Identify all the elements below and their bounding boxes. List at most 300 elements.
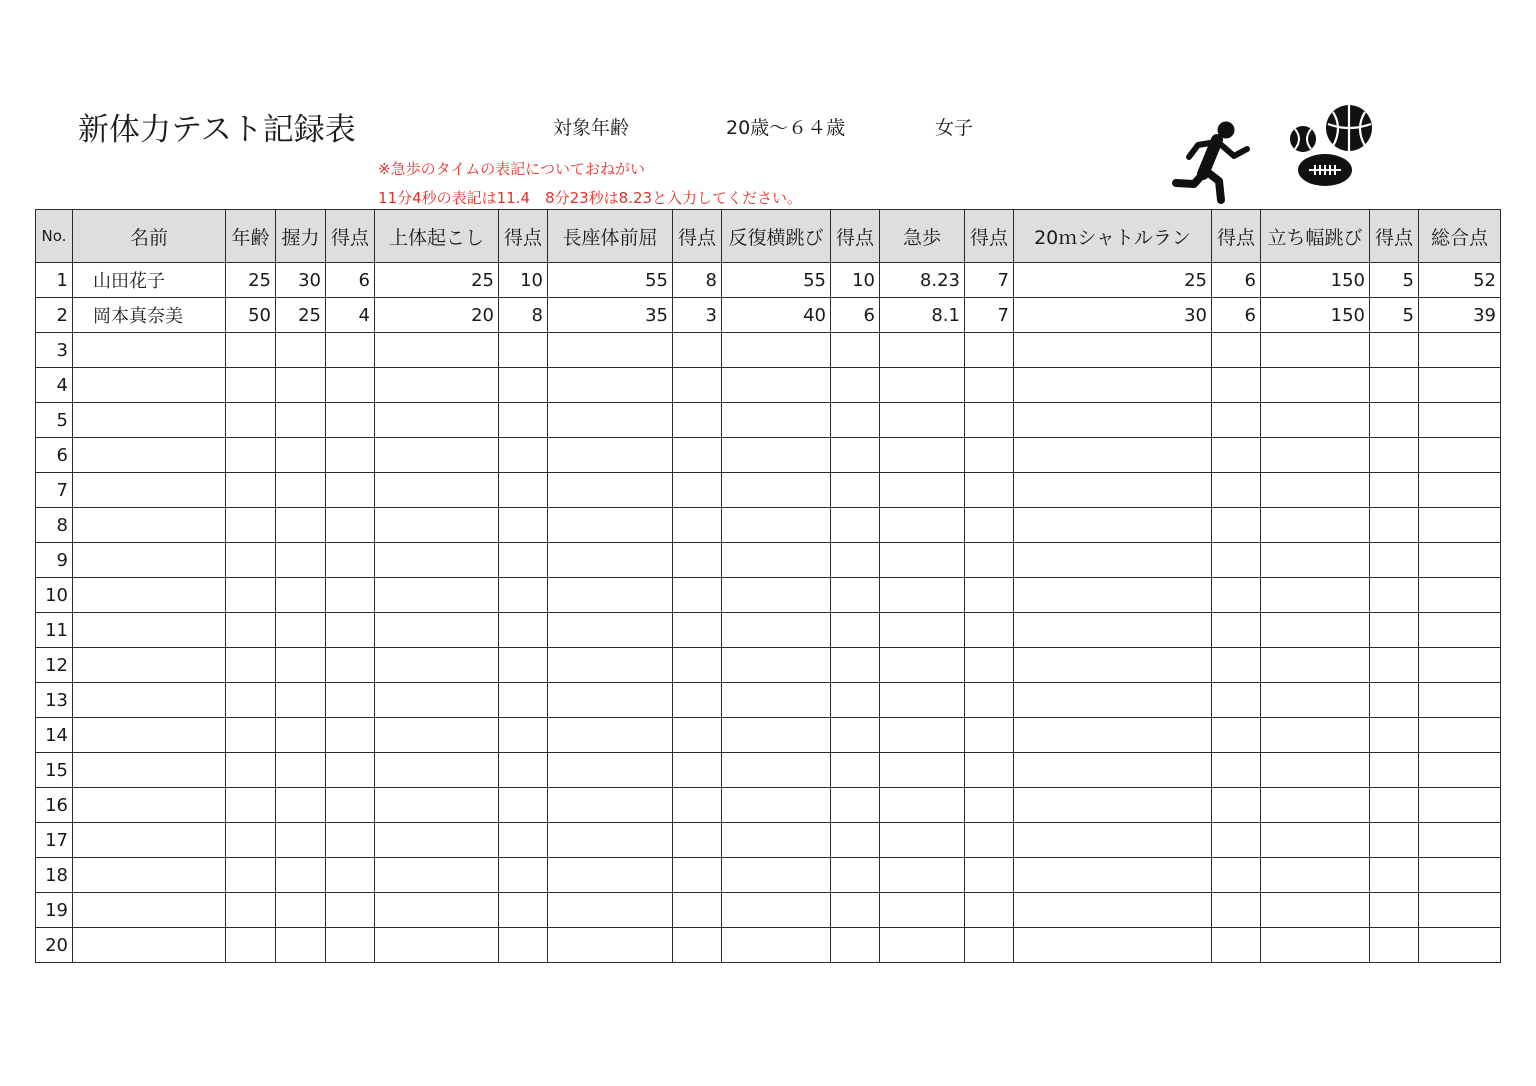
- situps-score-cell[interactable]: [499, 648, 548, 683]
- total-score-cell[interactable]: [1419, 928, 1501, 963]
- name-cell[interactable]: [73, 928, 226, 963]
- situps-cell[interactable]: [375, 438, 499, 473]
- name-cell[interactable]: 山田花子: [73, 263, 226, 298]
- side-steps-score-cell[interactable]: [831, 403, 880, 438]
- fast-walk-score-cell[interactable]: [965, 683, 1014, 718]
- situps-score-cell[interactable]: [499, 403, 548, 438]
- age-cell[interactable]: [226, 333, 276, 368]
- sit-and-reach-score-cell[interactable]: [673, 368, 722, 403]
- standing-jump-score-cell[interactable]: [1370, 438, 1419, 473]
- sit-and-reach-cell[interactable]: [548, 718, 673, 753]
- shuttle-run-score-cell[interactable]: [1212, 648, 1261, 683]
- side-steps-cell[interactable]: [722, 648, 831, 683]
- total-score-cell[interactable]: [1419, 823, 1501, 858]
- grip-score-cell[interactable]: [326, 438, 375, 473]
- standing-jump-score-cell[interactable]: [1370, 788, 1419, 823]
- shuttle-run-cell[interactable]: [1014, 648, 1212, 683]
- shuttle-run-cell[interactable]: [1014, 893, 1212, 928]
- age-cell[interactable]: [226, 438, 276, 473]
- name-cell[interactable]: [73, 683, 226, 718]
- standing-jump-cell[interactable]: [1261, 928, 1370, 963]
- total-score-cell[interactable]: [1419, 578, 1501, 613]
- age-cell[interactable]: [226, 893, 276, 928]
- standing-jump-score-cell[interactable]: [1370, 753, 1419, 788]
- standing-jump-cell[interactable]: [1261, 403, 1370, 438]
- side-steps-cell[interactable]: [722, 508, 831, 543]
- standing-jump-cell[interactable]: [1261, 788, 1370, 823]
- total-score-cell[interactable]: [1419, 753, 1501, 788]
- side-steps-cell[interactable]: [722, 473, 831, 508]
- standing-jump-cell[interactable]: [1261, 823, 1370, 858]
- standing-jump-score-cell[interactable]: [1370, 648, 1419, 683]
- side-steps-score-cell[interactable]: [831, 368, 880, 403]
- age-cell[interactable]: [226, 823, 276, 858]
- situps-score-cell[interactable]: [499, 928, 548, 963]
- side-steps-score-cell[interactable]: [831, 473, 880, 508]
- total-score-cell[interactable]: [1419, 438, 1501, 473]
- name-cell[interactable]: [73, 333, 226, 368]
- standing-jump-cell[interactable]: [1261, 893, 1370, 928]
- fast-walk-score-cell[interactable]: [965, 543, 1014, 578]
- situps-cell[interactable]: 20: [375, 298, 499, 333]
- shuttle-run-cell[interactable]: [1014, 578, 1212, 613]
- shuttle-run-score-cell[interactable]: [1212, 753, 1261, 788]
- sit-and-reach-cell[interactable]: [548, 613, 673, 648]
- name-cell[interactable]: [73, 893, 226, 928]
- side-steps-score-cell[interactable]: [831, 578, 880, 613]
- side-steps-cell[interactable]: [722, 578, 831, 613]
- standing-jump-score-cell[interactable]: [1370, 613, 1419, 648]
- fast-walk-score-cell[interactable]: [965, 333, 1014, 368]
- standing-jump-score-cell[interactable]: [1370, 858, 1419, 893]
- sit-and-reach-score-cell[interactable]: [673, 438, 722, 473]
- grip-score-cell[interactable]: [326, 613, 375, 648]
- side-steps-cell[interactable]: [722, 788, 831, 823]
- age-cell[interactable]: [226, 928, 276, 963]
- grip-cell[interactable]: [276, 718, 326, 753]
- grip-cell[interactable]: [276, 893, 326, 928]
- shuttle-run-score-cell[interactable]: 6: [1212, 263, 1261, 298]
- fast-walk-score-cell[interactable]: [965, 403, 1014, 438]
- side-steps-cell[interactable]: [722, 683, 831, 718]
- standing-jump-score-cell[interactable]: [1370, 368, 1419, 403]
- side-steps-cell[interactable]: [722, 823, 831, 858]
- name-cell[interactable]: [73, 858, 226, 893]
- name-cell[interactable]: [73, 788, 226, 823]
- shuttle-run-cell[interactable]: 25: [1014, 263, 1212, 298]
- side-steps-score-cell[interactable]: [831, 753, 880, 788]
- sit-and-reach-score-cell[interactable]: [673, 718, 722, 753]
- age-cell[interactable]: 50: [226, 298, 276, 333]
- sit-and-reach-score-cell[interactable]: [673, 613, 722, 648]
- situps-cell[interactable]: [375, 543, 499, 578]
- standing-jump-score-cell[interactable]: [1370, 473, 1419, 508]
- name-cell[interactable]: [73, 578, 226, 613]
- fast-walk-score-cell[interactable]: [965, 718, 1014, 753]
- age-cell[interactable]: [226, 858, 276, 893]
- side-steps-cell[interactable]: 55: [722, 263, 831, 298]
- sit-and-reach-cell[interactable]: [548, 333, 673, 368]
- fast-walk-score-cell[interactable]: [965, 508, 1014, 543]
- name-cell[interactable]: [73, 613, 226, 648]
- shuttle-run-cell[interactable]: [1014, 858, 1212, 893]
- grip-score-cell[interactable]: [326, 753, 375, 788]
- standing-jump-cell[interactable]: [1261, 753, 1370, 788]
- standing-jump-score-cell[interactable]: [1370, 403, 1419, 438]
- total-score-cell[interactable]: [1419, 893, 1501, 928]
- age-cell[interactable]: [226, 648, 276, 683]
- standing-jump-cell[interactable]: [1261, 473, 1370, 508]
- sit-and-reach-score-cell[interactable]: [673, 753, 722, 788]
- grip-cell[interactable]: [276, 683, 326, 718]
- standing-jump-cell[interactable]: [1261, 543, 1370, 578]
- shuttle-run-cell[interactable]: [1014, 403, 1212, 438]
- shuttle-run-score-cell[interactable]: [1212, 823, 1261, 858]
- standing-jump-score-cell[interactable]: [1370, 333, 1419, 368]
- fast-walk-score-cell[interactable]: 7: [965, 298, 1014, 333]
- age-cell[interactable]: [226, 403, 276, 438]
- shuttle-run-cell[interactable]: [1014, 823, 1212, 858]
- sit-and-reach-score-cell[interactable]: [673, 683, 722, 718]
- situps-cell[interactable]: [375, 368, 499, 403]
- shuttle-run-cell[interactable]: [1014, 718, 1212, 753]
- sit-and-reach-cell[interactable]: [548, 473, 673, 508]
- shuttle-run-score-cell[interactable]: [1212, 473, 1261, 508]
- side-steps-cell[interactable]: [722, 403, 831, 438]
- side-steps-score-cell[interactable]: [831, 683, 880, 718]
- sit-and-reach-score-cell[interactable]: [673, 473, 722, 508]
- side-steps-score-cell[interactable]: [831, 788, 880, 823]
- fast-walk-cell[interactable]: [880, 718, 965, 753]
- grip-cell[interactable]: 25: [276, 298, 326, 333]
- situps-cell[interactable]: [375, 683, 499, 718]
- fast-walk-score-cell[interactable]: [965, 753, 1014, 788]
- shuttle-run-score-cell[interactable]: [1212, 438, 1261, 473]
- shuttle-run-cell[interactable]: [1014, 438, 1212, 473]
- grip-cell[interactable]: [276, 473, 326, 508]
- side-steps-cell[interactable]: [722, 893, 831, 928]
- standing-jump-cell[interactable]: [1261, 648, 1370, 683]
- fast-walk-score-cell[interactable]: 7: [965, 263, 1014, 298]
- name-cell[interactable]: 岡本真奈美: [73, 298, 226, 333]
- standing-jump-cell[interactable]: [1261, 333, 1370, 368]
- situps-cell[interactable]: [375, 858, 499, 893]
- fast-walk-cell[interactable]: [880, 508, 965, 543]
- total-score-cell[interactable]: [1419, 403, 1501, 438]
- sit-and-reach-cell[interactable]: [548, 928, 673, 963]
- grip-score-cell[interactable]: [326, 928, 375, 963]
- standing-jump-score-cell[interactable]: [1370, 718, 1419, 753]
- situps-score-cell[interactable]: [499, 823, 548, 858]
- standing-jump-cell[interactable]: [1261, 858, 1370, 893]
- fast-walk-cell[interactable]: [880, 788, 965, 823]
- standing-jump-cell[interactable]: [1261, 718, 1370, 753]
- sit-and-reach-cell[interactable]: [548, 578, 673, 613]
- situps-cell[interactable]: [375, 508, 499, 543]
- name-cell[interactable]: [73, 473, 226, 508]
- side-steps-cell[interactable]: [722, 858, 831, 893]
- grip-cell[interactable]: [276, 788, 326, 823]
- shuttle-run-score-cell[interactable]: [1212, 543, 1261, 578]
- standing-jump-score-cell[interactable]: 5: [1370, 298, 1419, 333]
- fast-walk-score-cell[interactable]: [965, 578, 1014, 613]
- side-steps-score-cell[interactable]: [831, 928, 880, 963]
- total-score-cell[interactable]: [1419, 648, 1501, 683]
- total-score-cell[interactable]: [1419, 333, 1501, 368]
- standing-jump-cell[interactable]: [1261, 613, 1370, 648]
- sit-and-reach-cell[interactable]: 35: [548, 298, 673, 333]
- standing-jump-cell[interactable]: [1261, 683, 1370, 718]
- sit-and-reach-score-cell[interactable]: [673, 928, 722, 963]
- shuttle-run-cell[interactable]: [1014, 543, 1212, 578]
- shuttle-run-score-cell[interactable]: [1212, 683, 1261, 718]
- sit-and-reach-score-cell[interactable]: [673, 403, 722, 438]
- age-cell[interactable]: [226, 508, 276, 543]
- side-steps-cell[interactable]: [722, 613, 831, 648]
- side-steps-cell[interactable]: 40: [722, 298, 831, 333]
- age-cell[interactable]: [226, 473, 276, 508]
- sit-and-reach-score-cell[interactable]: [673, 893, 722, 928]
- situps-cell[interactable]: [375, 648, 499, 683]
- situps-score-cell[interactable]: [499, 473, 548, 508]
- grip-cell[interactable]: [276, 753, 326, 788]
- fast-walk-score-cell[interactable]: [965, 648, 1014, 683]
- situps-score-cell[interactable]: [499, 543, 548, 578]
- situps-cell[interactable]: [375, 613, 499, 648]
- grip-score-cell[interactable]: [326, 858, 375, 893]
- shuttle-run-cell[interactable]: [1014, 683, 1212, 718]
- fast-walk-score-cell[interactable]: [965, 438, 1014, 473]
- sit-and-reach-cell[interactable]: [548, 543, 673, 578]
- shuttle-run-score-cell[interactable]: [1212, 858, 1261, 893]
- grip-score-cell[interactable]: [326, 893, 375, 928]
- standing-jump-score-cell[interactable]: 5: [1370, 263, 1419, 298]
- total-score-cell[interactable]: [1419, 788, 1501, 823]
- name-cell[interactable]: [73, 648, 226, 683]
- standing-jump-cell[interactable]: [1261, 438, 1370, 473]
- standing-jump-cell[interactable]: [1261, 508, 1370, 543]
- sit-and-reach-cell[interactable]: [548, 683, 673, 718]
- fast-walk-cell[interactable]: [880, 928, 965, 963]
- side-steps-score-cell[interactable]: 10: [831, 263, 880, 298]
- situps-score-cell[interactable]: [499, 508, 548, 543]
- situps-cell[interactable]: [375, 893, 499, 928]
- fast-walk-cell[interactable]: [880, 683, 965, 718]
- shuttle-run-cell[interactable]: [1014, 928, 1212, 963]
- situps-cell[interactable]: [375, 823, 499, 858]
- grip-score-cell[interactable]: [326, 543, 375, 578]
- fast-walk-score-cell[interactable]: [965, 368, 1014, 403]
- grip-cell[interactable]: [276, 578, 326, 613]
- grip-cell[interactable]: [276, 333, 326, 368]
- fast-walk-score-cell[interactable]: [965, 823, 1014, 858]
- side-steps-score-cell[interactable]: 6: [831, 298, 880, 333]
- sit-and-reach-cell[interactable]: [548, 403, 673, 438]
- total-score-cell[interactable]: 39: [1419, 298, 1501, 333]
- age-cell[interactable]: [226, 718, 276, 753]
- shuttle-run-cell[interactable]: [1014, 473, 1212, 508]
- sit-and-reach-cell[interactable]: [548, 893, 673, 928]
- grip-score-cell[interactable]: 4: [326, 298, 375, 333]
- sit-and-reach-score-cell[interactable]: [673, 543, 722, 578]
- fast-walk-cell[interactable]: [880, 893, 965, 928]
- shuttle-run-score-cell[interactable]: [1212, 928, 1261, 963]
- situps-score-cell[interactable]: [499, 578, 548, 613]
- situps-score-cell[interactable]: 8: [499, 298, 548, 333]
- grip-score-cell[interactable]: [326, 403, 375, 438]
- shuttle-run-cell[interactable]: [1014, 788, 1212, 823]
- sit-and-reach-cell[interactable]: [548, 438, 673, 473]
- fast-walk-cell[interactable]: [880, 858, 965, 893]
- total-score-cell[interactable]: [1419, 473, 1501, 508]
- total-score-cell[interactable]: [1419, 683, 1501, 718]
- total-score-cell[interactable]: [1419, 543, 1501, 578]
- sit-and-reach-cell[interactable]: [548, 823, 673, 858]
- grip-cell[interactable]: [276, 823, 326, 858]
- sit-and-reach-score-cell[interactable]: [673, 823, 722, 858]
- age-cell[interactable]: [226, 613, 276, 648]
- grip-score-cell[interactable]: [326, 333, 375, 368]
- grip-cell[interactable]: [276, 928, 326, 963]
- grip-score-cell[interactable]: 6: [326, 263, 375, 298]
- standing-jump-cell[interactable]: 150: [1261, 263, 1370, 298]
- shuttle-run-cell[interactable]: [1014, 333, 1212, 368]
- sit-and-reach-score-cell[interactable]: 3: [673, 298, 722, 333]
- sit-and-reach-cell[interactable]: [548, 368, 673, 403]
- fast-walk-cell[interactable]: 8.23: [880, 263, 965, 298]
- age-cell[interactable]: [226, 753, 276, 788]
- fast-walk-score-cell[interactable]: [965, 858, 1014, 893]
- fast-walk-cell[interactable]: 8.1: [880, 298, 965, 333]
- standing-jump-score-cell[interactable]: [1370, 683, 1419, 718]
- standing-jump-cell[interactable]: 150: [1261, 298, 1370, 333]
- name-cell[interactable]: [73, 368, 226, 403]
- sit-and-reach-cell[interactable]: 55: [548, 263, 673, 298]
- situps-score-cell[interactable]: [499, 718, 548, 753]
- situps-cell[interactable]: 25: [375, 263, 499, 298]
- sit-and-reach-cell[interactable]: [548, 753, 673, 788]
- situps-cell[interactable]: [375, 403, 499, 438]
- situps-cell[interactable]: [375, 473, 499, 508]
- situps-cell[interactable]: [375, 928, 499, 963]
- total-score-cell[interactable]: [1419, 718, 1501, 753]
- side-steps-cell[interactable]: [722, 333, 831, 368]
- standing-jump-score-cell[interactable]: [1370, 508, 1419, 543]
- standing-jump-score-cell[interactable]: [1370, 578, 1419, 613]
- age-cell[interactable]: [226, 543, 276, 578]
- fast-walk-score-cell[interactable]: [965, 613, 1014, 648]
- shuttle-run-score-cell[interactable]: [1212, 403, 1261, 438]
- sit-and-reach-cell[interactable]: [548, 858, 673, 893]
- fast-walk-cell[interactable]: [880, 648, 965, 683]
- sit-and-reach-score-cell[interactable]: [673, 508, 722, 543]
- name-cell[interactable]: [73, 508, 226, 543]
- sit-and-reach-score-cell[interactable]: [673, 788, 722, 823]
- side-steps-cell[interactable]: [722, 718, 831, 753]
- standing-jump-cell[interactable]: [1261, 368, 1370, 403]
- grip-cell[interactable]: [276, 858, 326, 893]
- shuttle-run-score-cell[interactable]: [1212, 368, 1261, 403]
- grip-cell[interactable]: [276, 613, 326, 648]
- side-steps-cell[interactable]: [722, 438, 831, 473]
- sit-and-reach-cell[interactable]: [548, 508, 673, 543]
- grip-cell[interactable]: [276, 543, 326, 578]
- sit-and-reach-score-cell[interactable]: [673, 578, 722, 613]
- side-steps-cell[interactable]: [722, 928, 831, 963]
- grip-score-cell[interactable]: [326, 788, 375, 823]
- name-cell[interactable]: [73, 403, 226, 438]
- fast-walk-cell[interactable]: [880, 578, 965, 613]
- shuttle-run-score-cell[interactable]: 6: [1212, 298, 1261, 333]
- shuttle-run-score-cell[interactable]: [1212, 613, 1261, 648]
- side-steps-score-cell[interactable]: [831, 508, 880, 543]
- shuttle-run-cell[interactable]: [1014, 613, 1212, 648]
- standing-jump-score-cell[interactable]: [1370, 823, 1419, 858]
- fast-walk-score-cell[interactable]: [965, 928, 1014, 963]
- side-steps-score-cell[interactable]: [831, 893, 880, 928]
- side-steps-score-cell[interactable]: [831, 823, 880, 858]
- standing-jump-score-cell[interactable]: [1370, 928, 1419, 963]
- side-steps-score-cell[interactable]: [831, 613, 880, 648]
- fast-walk-cell[interactable]: [880, 333, 965, 368]
- fast-walk-cell[interactable]: [880, 753, 965, 788]
- situps-score-cell[interactable]: [499, 333, 548, 368]
- total-score-cell[interactable]: [1419, 508, 1501, 543]
- grip-cell[interactable]: [276, 403, 326, 438]
- shuttle-run-score-cell[interactable]: [1212, 333, 1261, 368]
- name-cell[interactable]: [73, 543, 226, 578]
- fast-walk-cell[interactable]: [880, 613, 965, 648]
- grip-score-cell[interactable]: [326, 368, 375, 403]
- sit-and-reach-cell[interactable]: [548, 648, 673, 683]
- shuttle-run-score-cell[interactable]: [1212, 718, 1261, 753]
- grip-cell[interactable]: [276, 508, 326, 543]
- situps-score-cell[interactable]: [499, 438, 548, 473]
- grip-score-cell[interactable]: [326, 718, 375, 753]
- fast-walk-score-cell[interactable]: [965, 893, 1014, 928]
- shuttle-run-cell[interactable]: [1014, 368, 1212, 403]
- situps-score-cell[interactable]: [499, 683, 548, 718]
- age-cell[interactable]: [226, 578, 276, 613]
- fast-walk-cell[interactable]: [880, 403, 965, 438]
- side-steps-cell[interactable]: [722, 753, 831, 788]
- side-steps-score-cell[interactable]: [831, 648, 880, 683]
- grip-score-cell[interactable]: [326, 473, 375, 508]
- name-cell[interactable]: [73, 753, 226, 788]
- sit-and-reach-cell[interactable]: [548, 788, 673, 823]
- shuttle-run-score-cell[interactable]: [1212, 508, 1261, 543]
- grip-score-cell[interactable]: [326, 508, 375, 543]
- fast-walk-score-cell[interactable]: [965, 788, 1014, 823]
- grip-cell[interactable]: [276, 368, 326, 403]
- grip-score-cell[interactable]: [326, 578, 375, 613]
- grip-cell[interactable]: 30: [276, 263, 326, 298]
- sit-and-reach-score-cell[interactable]: 8: [673, 263, 722, 298]
- fast-walk-score-cell[interactable]: [965, 473, 1014, 508]
- sit-and-reach-score-cell[interactable]: [673, 858, 722, 893]
- side-steps-cell[interactable]: [722, 543, 831, 578]
- situps-score-cell[interactable]: [499, 788, 548, 823]
- situps-score-cell[interactable]: [499, 613, 548, 648]
- situps-score-cell[interactable]: [499, 368, 548, 403]
- shuttle-run-score-cell[interactable]: [1212, 788, 1261, 823]
- situps-cell[interactable]: [375, 333, 499, 368]
- side-steps-score-cell[interactable]: [831, 858, 880, 893]
- situps-score-cell[interactable]: [499, 753, 548, 788]
- total-score-cell[interactable]: [1419, 858, 1501, 893]
- standing-jump-score-cell[interactable]: [1370, 543, 1419, 578]
- name-cell[interactable]: [73, 823, 226, 858]
